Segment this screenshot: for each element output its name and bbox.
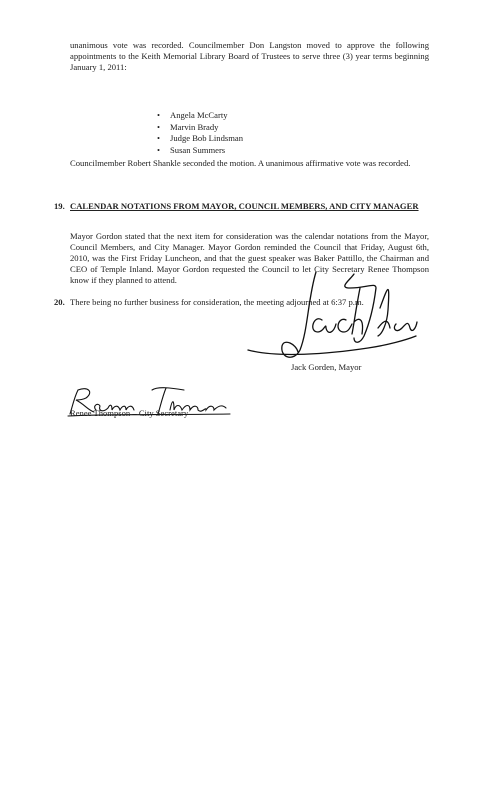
appointee-name: Angela McCarty <box>170 110 228 120</box>
section-heading: CALENDAR NOTATIONS FROM MAYOR, COUNCIL MEMBERS, AND CITY MANAGER <box>70 201 419 211</box>
item-number: 19. <box>54 201 65 211</box>
item-number: 20. <box>54 297 65 307</box>
adjournment-paragraph: There being no further business for consideration, the meeting adjourned at 6:37 p.m. <box>70 297 364 307</box>
bullet-icon: • <box>157 133 161 143</box>
bullet-icon: • <box>157 144 161 155</box>
motion-seconded-paragraph: Councilmember Robert Shankle seconded the motion. A unanimous affirmative vote was recorded. <box>70 158 411 168</box>
list-item <box>155 145 243 157</box>
appointee-name: Marvin Brady <box>170 121 219 132</box>
mayor-signature <box>238 258 418 368</box>
appointee-name: Judge Bob Lindsman <box>170 133 244 143</box>
bullet-icon: • <box>157 121 161 132</box>
bullet-icon: • <box>157 110 161 120</box>
list-item <box>155 133 243 145</box>
list-item <box>155 122 243 134</box>
mayor-caption: Jack Gorden, Mayor <box>291 362 362 372</box>
secretary-caption: Renee Thompson – City Secretary <box>70 408 189 418</box>
list-item <box>155 110 243 122</box>
appointee-list <box>155 110 243 156</box>
calendar-notations-paragraph: Mayor Gordon stated that the next item for consideration was the calendar notations from the Mayor, Council Members, and City Manager. Mayor Gordon reminded the Council that Friday, August 6th, 2010, was the First Friday Luncheon, and that the guest speaker was Baker Pattillo, the Chairman and CEO of Temple Inland. Mayor Gordon requested the Council to let City Secretary Renee Thompson know if they planned to attend. <box>70 231 429 285</box>
continuation-paragraph: unanimous vote was recorded. Councilmember Don Langston moved to approve the following appointments to the Keith Memorial Library Board of Trustees to serve three (3) year terms beginning January 1, 2011: <box>70 40 429 72</box>
appointee-name: Susan Summers <box>170 144 226 155</box>
